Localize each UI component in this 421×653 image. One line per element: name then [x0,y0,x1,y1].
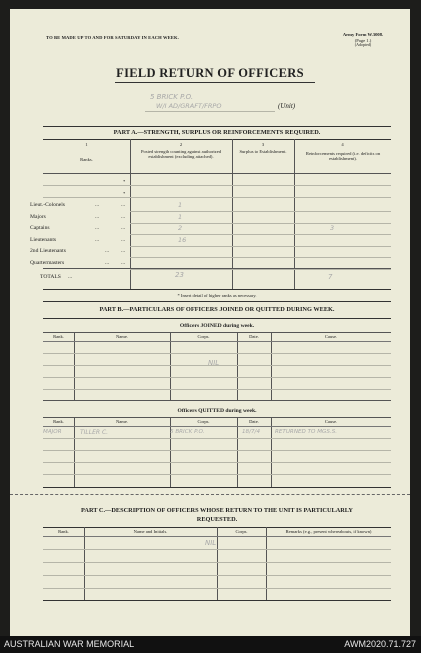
quitted-name: TILLER C. [80,429,109,436]
rank-dots: ... [121,236,126,243]
perforation-line [10,494,410,495]
col-divider [266,527,267,600]
part-c-col-rank: Rank. [58,529,69,534]
star-mark: * [123,179,126,184]
row-line [43,197,391,198]
col-divider [74,417,75,487]
rank-dots: ... [95,236,100,243]
totals-rule [43,268,391,269]
joined-table-top [43,332,391,333]
caption-left: AUSTRALIAN WAR MEMORIAL [4,639,135,649]
joined-nil: NIL [208,359,220,367]
posted-value: 1 [178,212,183,221]
rank-label: Quartermasters [30,259,65,266]
row-line [43,389,391,390]
part-c-col-name: Name and Initials. [133,529,168,534]
quitted-title: Officers QUITTED during week. [177,408,257,414]
joined-col-rank: Rank. [53,334,64,339]
rank-label: Lieut.-Colonels [30,202,65,208]
rank-label: 2nd Lieutenants [30,248,66,254]
footnote-rule [43,301,391,302]
form-page: (Page 1.) [354,38,372,43]
page-title: FIELD RETURN OF OFFICERS [116,66,304,80]
joined-table-bottom [43,400,391,401]
col-divider [130,139,131,289]
form-number: Army Form W.3008. [342,32,384,37]
posted-value: 2 [178,224,183,232]
part-c-heading-2: REQUESTED. [196,516,238,523]
part-a-heading: PART A.—STRENGTH, SURPLUS OR REINFORCEMENTS REQUIRED. [113,129,321,136]
col-header-ranks: Ranks. [80,157,93,162]
row-line [43,562,391,563]
unit-handwriting-2: W/I AD/GRAFT/FRPO [156,102,222,110]
quitted-col-cause: Cause. [324,419,338,424]
totals-label: TOTALS [40,274,61,280]
joined-col-cause: Cause. [324,334,338,339]
unit-label: (Unit) [278,102,296,110]
caption-right: AWM2020.71.727 [344,639,416,649]
rank-label: Captains [30,225,50,231]
quitted-col-rank: Rank. [53,419,64,424]
joined-col-corps: Corps. [197,334,210,339]
part-c-col-remarks: Remarks (e.g., present whereabouts, if known) [285,529,372,534]
rank-dots: ... [95,213,100,220]
row-line [43,185,391,186]
joined-header-rule [43,341,391,342]
header-note: TO BE MADE UP TO AND FOR SATURDAY IN EACH WEEK. [46,35,179,40]
surplus-value: 3 [330,224,335,232]
row-line [43,549,391,550]
row-line [43,462,391,463]
col-header-posted: Posted strength counting against authorized establishment (excluding attached). [140,149,222,160]
rank-dots: ... [121,248,126,254]
quitted-corps: 5 BRICK P.O. [170,429,205,435]
form-adopted: (Adopted) [354,42,372,47]
quitted-col-name: Name. [115,419,129,424]
totals-dots: ... [68,274,73,280]
row-line [130,257,391,258]
col-header-surplus: Surplus to Establishment. [239,149,287,154]
rank-dots: ... [105,259,110,266]
totals-posted: 23 [175,271,184,279]
part-c-table-bottom [43,600,391,601]
part-c-heading: PART C.—DESCRIPTION OF OFFICERS WHOSE RETURN TO THE UNIT IS PARTICULARLY [81,507,353,514]
part-b-heading: PART B.—PARTICULARS OF OFFICERS JOINED OR QUITTED DURING WEEK. [99,306,335,313]
joined-title: Officers JOINED during week. [179,323,255,329]
quitted-col-date: Date. [249,419,259,424]
quitted-table-bottom [43,487,391,488]
row-line [130,234,391,235]
col-divider [84,527,85,600]
star-mark: * [123,191,126,196]
col-number-4: 4 [341,142,344,147]
quitted-cause: RETURNED TO MGS.S. [275,429,338,435]
row-line [130,211,391,212]
form-sheet [10,9,410,636]
quitted-table-top [43,417,391,418]
col-number-3: 3 [261,142,265,147]
row-line [43,377,391,378]
rank-dots: ... [105,248,110,254]
col-divider [170,417,171,487]
archive-caption-bar [0,636,421,653]
quitted-date: 18/7/4 [242,429,261,435]
quitted-rank: MAJOR [43,429,62,435]
col-number-1: 1 [85,142,88,147]
rank-dots: ... [121,259,126,266]
rank-dots: ... [121,225,126,231]
col-divider [237,417,238,487]
col-number-2: 2 [179,142,183,147]
joined-col-date: Date. [249,334,259,339]
unit-line [145,111,275,112]
row-line [43,588,391,589]
col-divider [271,417,272,487]
row-line [43,450,391,451]
posted-value: 1 [178,201,183,209]
col-divider [232,139,233,289]
rank-label: Lieutenants [30,236,57,243]
row-line [43,438,391,439]
quitted-col-corps: Corps. [197,419,210,424]
header-row-rule [43,173,391,174]
part-a-top-rule [43,126,391,127]
col-divider [217,527,218,600]
col-header-reinforcements: Reinforcements required (i.e. deficits on establishment). [305,151,381,162]
part-a-bottom-rule [43,289,391,290]
part-a-heading-rule [43,139,391,140]
title-underline [115,82,315,83]
rank-label: Majors [30,213,46,220]
totals-reinforcements: 7 [328,273,333,281]
col-divider [294,139,295,289]
posted-value: 16 [178,235,187,244]
row-line [43,575,391,576]
rank-dots: ... [95,202,100,208]
row-line [43,353,391,354]
part-c-col-corps: Corps. [235,529,248,534]
quitted-header-rule [43,426,391,427]
part-b-heading-rule [43,318,391,319]
rank-dots: ... [95,225,100,231]
rank-dots: ... [121,202,126,208]
row-line [130,223,391,224]
part-c-header-rule [43,536,391,537]
rank-dots: ... [121,213,126,220]
joined-col-name: Name. [115,334,129,339]
part-c-nil: NIL [205,539,217,547]
row-line [43,474,391,475]
unit-handwriting: 5 BRICK P.O. [150,93,194,101]
row-line [130,246,391,247]
footnote: * Insert detail of higher ranks as necessary. [177,293,257,298]
